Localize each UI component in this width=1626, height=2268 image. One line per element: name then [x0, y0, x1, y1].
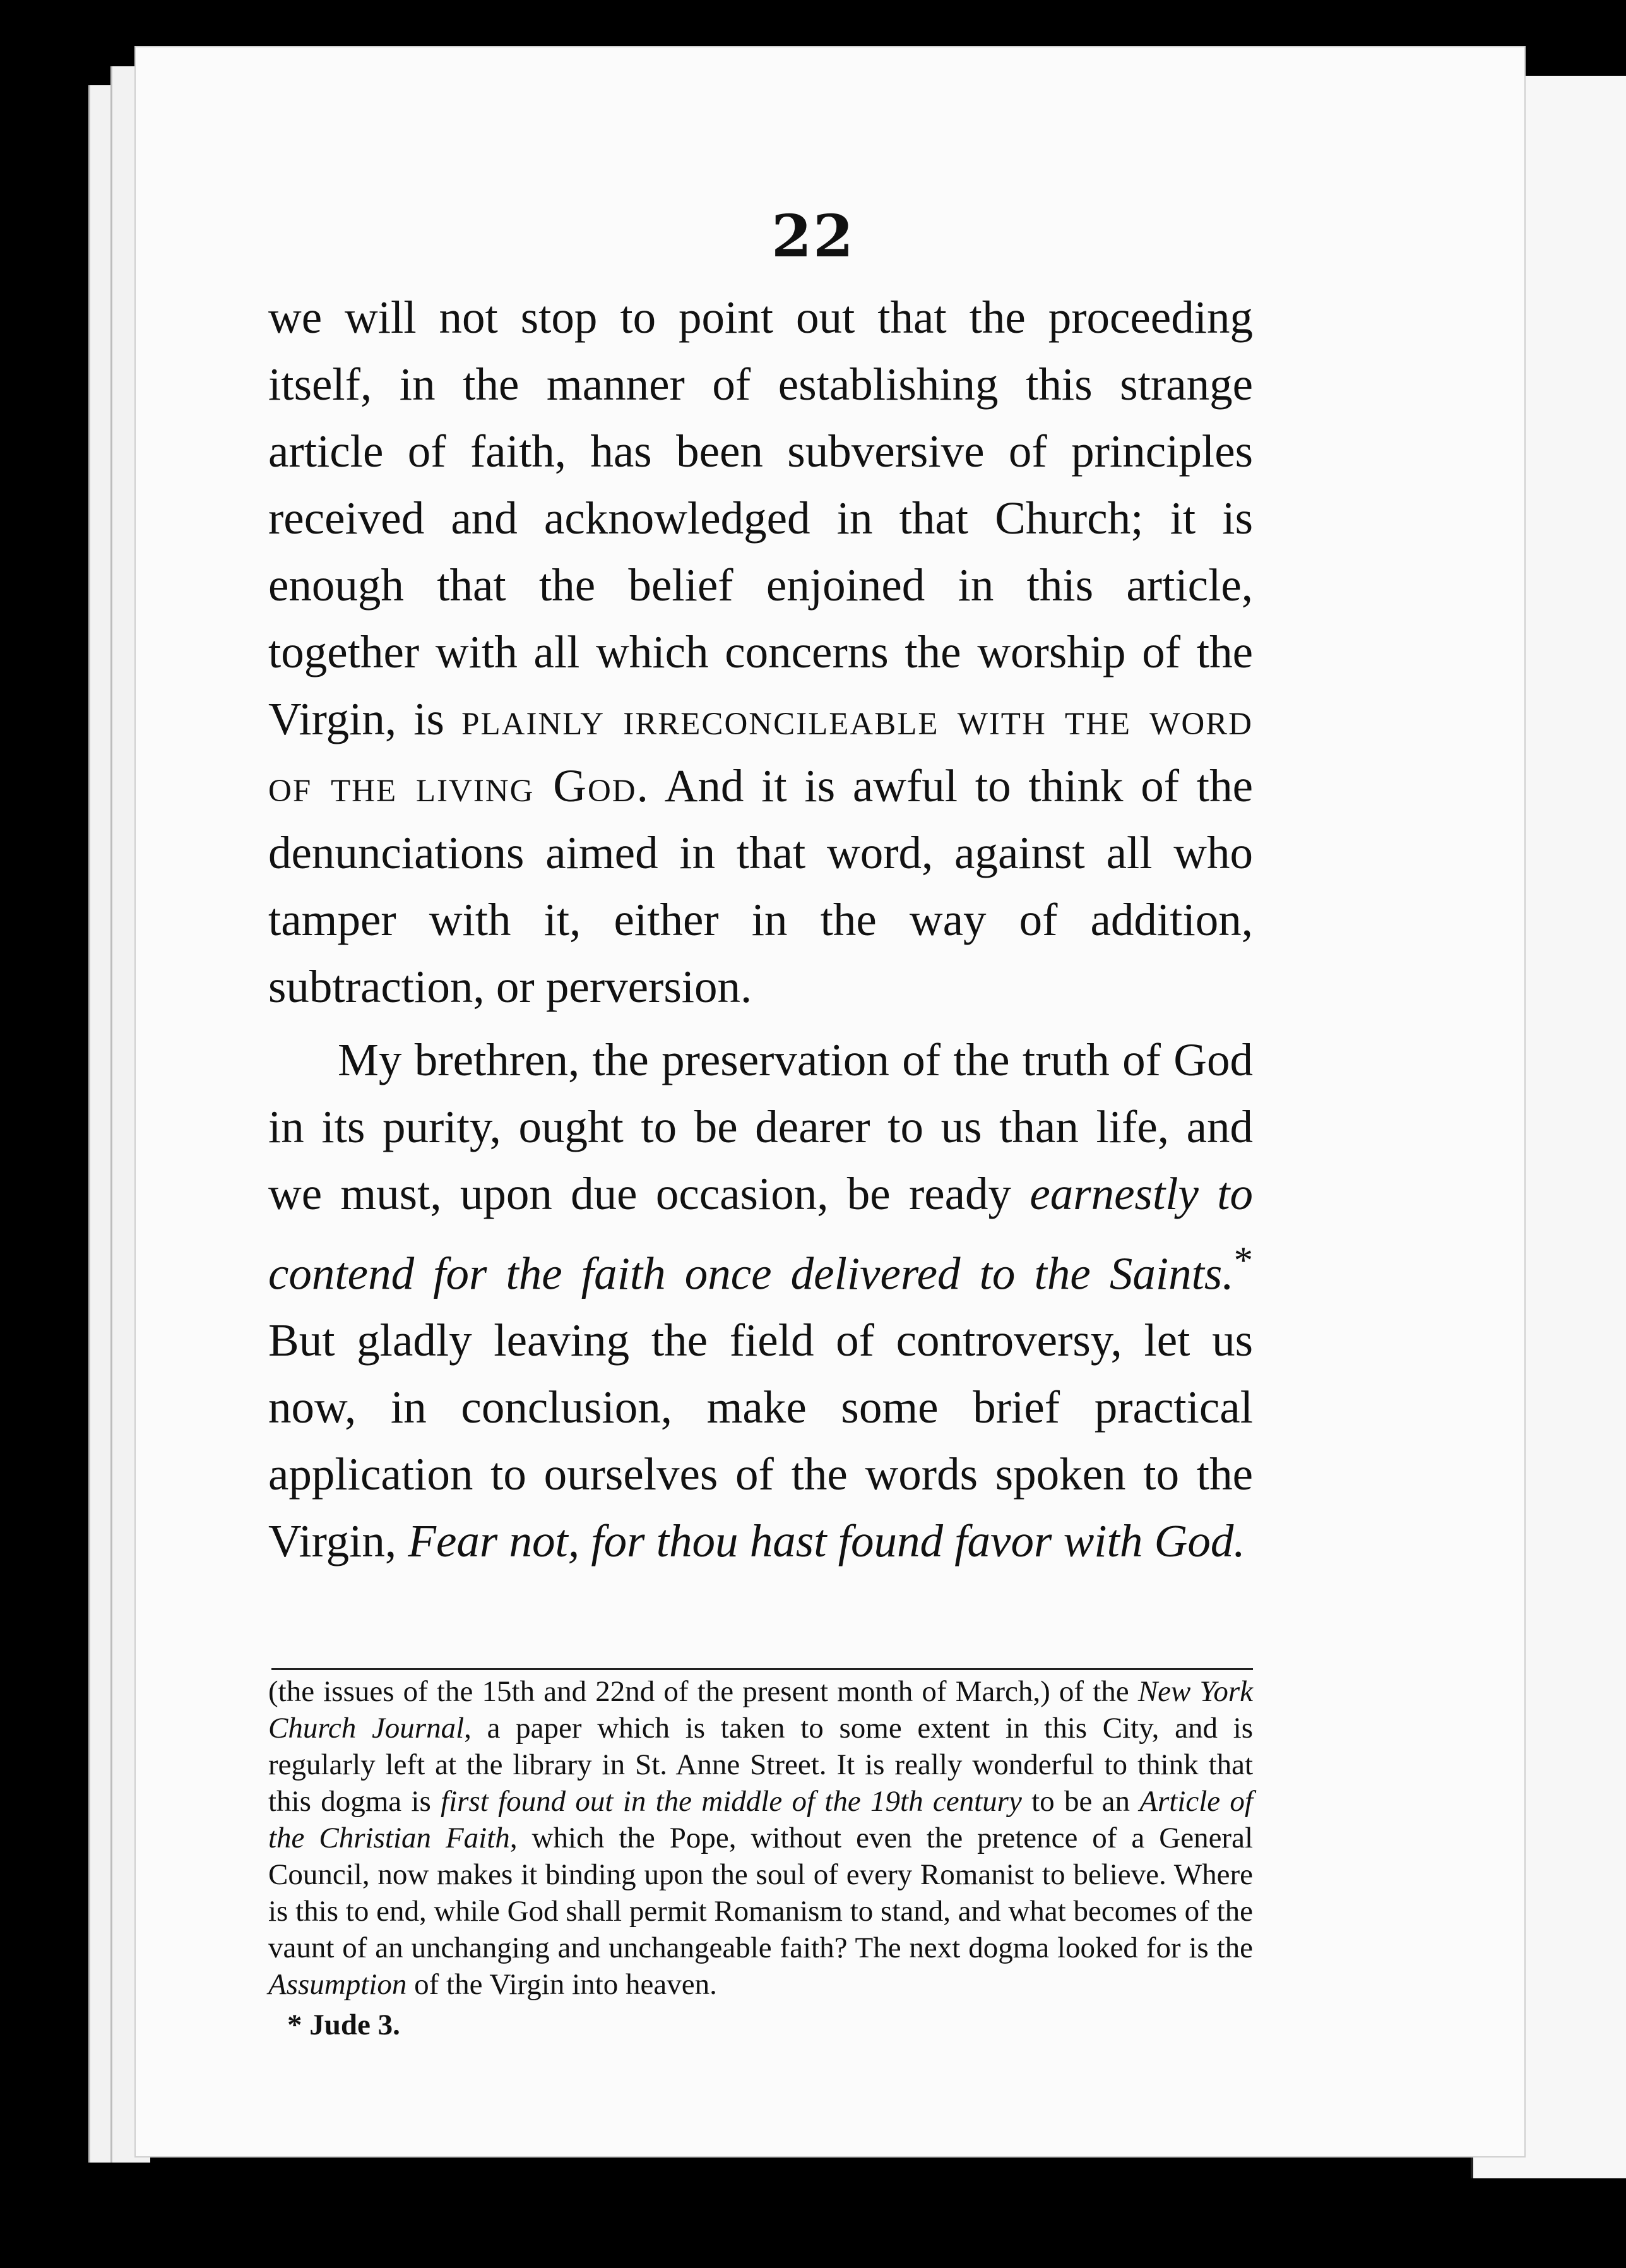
footnote-span: , which the Pope, without even the pretence of a General Council, now makes it binding upon the soul of every Romanist to believe. Where is this to end, while God shall permit Romanism to stand, and what becomes of the vaunt of an unchanging and unchangeable faith? The next dogma looked for is the: [268, 1822, 1254, 1964]
paragraph-text: we will not stop to point out that the proceeding itself, in the manner of establishing this strange article of faith, has been subversive of principles received and acknowledged in that Church; it is enough that the belief enjoined in this article, together with all which concerns the worship of the Virgin, is: [268, 292, 1253, 744]
footnote-italic: Assumption: [268, 1968, 407, 2001]
page-number: 22: [771, 202, 855, 270]
paragraph-text: And it is awful to think of the denunciations aimed in that word, against all who tamper with it, either in the way of addition, subtraction, or perversion.: [268, 760, 1253, 1012]
main-text: [268, 284, 1253, 1575]
footnote-italic: New York Church Journal: [268, 1675, 1253, 1745]
paragraph: [268, 1027, 1253, 1575]
footnote-span: , a paper which is taken to some extent in this City, and is regularly left at the library in St. Anne Street. It is really wonderful to think that this dogma is: [268, 1712, 1253, 1818]
paragraph-text: But gladly leaving the field of controversy, let us now, in conclusion, make some brief practical application to ourselves of the words spoken to the Virgin,: [268, 1315, 1253, 1567]
footnote: [268, 1673, 1253, 2043]
footnote-text: [268, 1673, 1253, 2003]
scripture-quote: earnestly to contend for the faith once delivered to the Saints.: [268, 1168, 1253, 1299]
footnote-span: (the issues of the 15th and 22nd of the present month of March,) of the: [268, 1675, 1138, 1708]
footnote-span: to be an: [1021, 1785, 1140, 1818]
emphasis-smallcaps: plainly irreconcileable with the word of the living God.: [268, 693, 1253, 811]
footnote-italic: first found out in the middle of the 19th century: [441, 1785, 1022, 1818]
footnote-divider: [271, 1668, 1253, 1670]
footnote-marker: *: [1233, 1239, 1253, 1282]
footnote-reference: * Jude 3.: [287, 2008, 400, 2041]
paragraph: [268, 284, 1253, 1020]
scripture-quote: Fear not, for thou hast found favor with God.: [408, 1515, 1245, 1567]
footnote-span: of the Virgin into heaven.: [406, 1968, 717, 2001]
paragraph-text: My brethren, the preservation of the truth of God in its purity, ought to be dearer to us than life, and we must, upon due occasion, be ready: [268, 1034, 1253, 1219]
footnote-italic: Article of the Christian Faith: [268, 1785, 1253, 1854]
